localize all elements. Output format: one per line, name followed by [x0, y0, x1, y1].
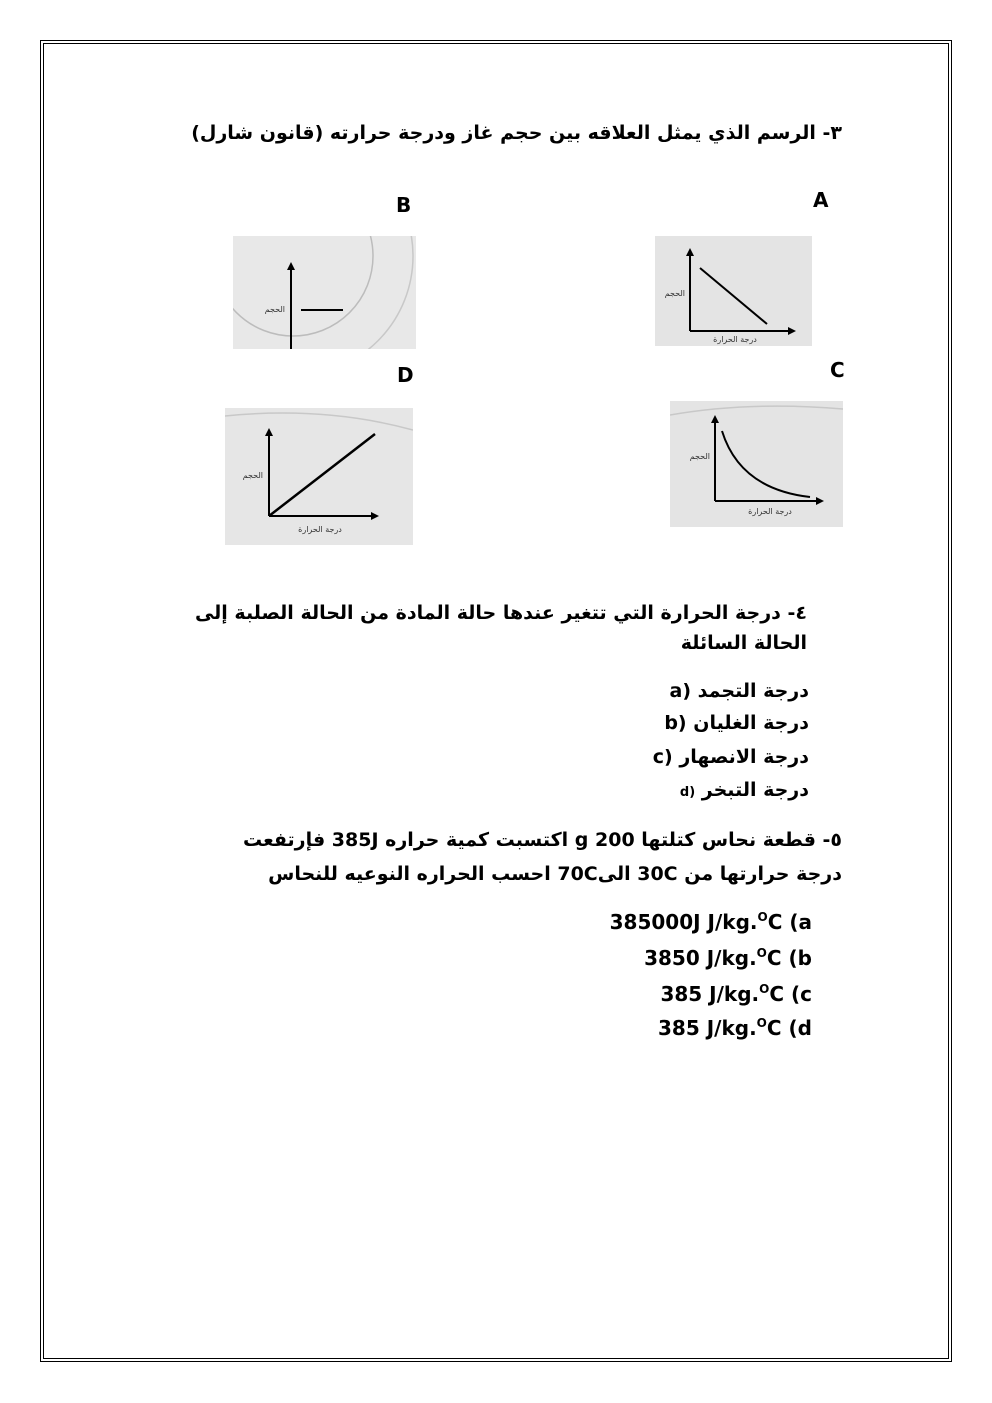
option-letter: a) [669, 680, 692, 702]
question-4-option-c[interactable] [653, 746, 809, 768]
option-unit: C [766, 946, 782, 970]
option-value: 385000J J/kg. [609, 910, 758, 934]
question-5-option-a[interactable] [560, 910, 812, 934]
option-letter: (b [788, 946, 812, 970]
option-text: درجة التجمد [697, 680, 809, 702]
option-unit: C [766, 1016, 782, 1040]
option-unit: C [769, 982, 785, 1006]
graph-c[interactable] [670, 401, 843, 527]
option-value: 385 J/kg. [658, 1016, 757, 1040]
graph-d-label: D [397, 363, 414, 387]
option-text: درجة الغليان [693, 712, 809, 734]
option-text: درجة التبخر [701, 779, 809, 801]
question-5-option-b[interactable] [560, 946, 812, 970]
degree-mark: O [759, 982, 770, 996]
option-unit: C [767, 910, 783, 934]
option-letter: b) [664, 712, 687, 734]
option-value: 385 J/kg. [660, 982, 760, 1006]
graph-d-x-axis: درجة الحرارة [298, 525, 342, 534]
graph-a-label: A [813, 188, 829, 212]
option-letter: (a [789, 910, 812, 934]
graph-c-x-axis: درجة الحرارة [748, 507, 792, 516]
graph-b[interactable] [233, 236, 416, 349]
question-4-title: ٤- درجة الحرارة التي تتغير عندها حالة المادة من الحالة الصلبة إلى الحالة السائلة [194, 602, 807, 654]
question-3-title: ٣- الرسم الذي يمثل العلاقه بين حجم غاز ودرجة حرارته (قانون شارل) [191, 122, 842, 144]
option-text: درجة الانصهار [679, 746, 809, 768]
graph-b-label: B [396, 193, 412, 217]
option-letter: (d [788, 1016, 812, 1040]
option-letter: (c [784, 982, 812, 1006]
graph-a-y-axis: الحجم [664, 289, 685, 298]
graph-a[interactable] [655, 236, 812, 346]
question-4-option-a[interactable] [670, 680, 809, 702]
question-4-option-b[interactable] [664, 712, 809, 734]
question-5-option-c[interactable] [560, 982, 812, 1006]
degree-mark: O [756, 1016, 767, 1030]
graph-d[interactable] [225, 408, 413, 545]
graph-c-y-axis: الحجم [689, 452, 710, 461]
graph-b-y-axis: الحجم [264, 305, 285, 314]
graph-d-y-axis: الحجم [242, 471, 263, 480]
option-value: 3850 J/kg. [644, 946, 757, 970]
graph-a-x-axis: درجة الحرارة [713, 335, 757, 344]
graph-c-label: C [830, 358, 845, 382]
question-5-option-d[interactable] [560, 1016, 812, 1040]
question-4-option-d[interactable] [680, 779, 809, 801]
option-letter: c) [652, 746, 673, 768]
degree-mark: O [756, 946, 767, 960]
page-border-inner [43, 43, 949, 1359]
question-5-title: ٥- قطعة نحاس كتلتها 200 g اكتسبت كمية حراره 385J فإرتفعت درجة حرارتها من 30C الى70C احسب الحراره النوعيه للنحاس [243, 829, 842, 885]
option-letter: d) [679, 785, 696, 800]
degree-mark: O [757, 910, 768, 924]
